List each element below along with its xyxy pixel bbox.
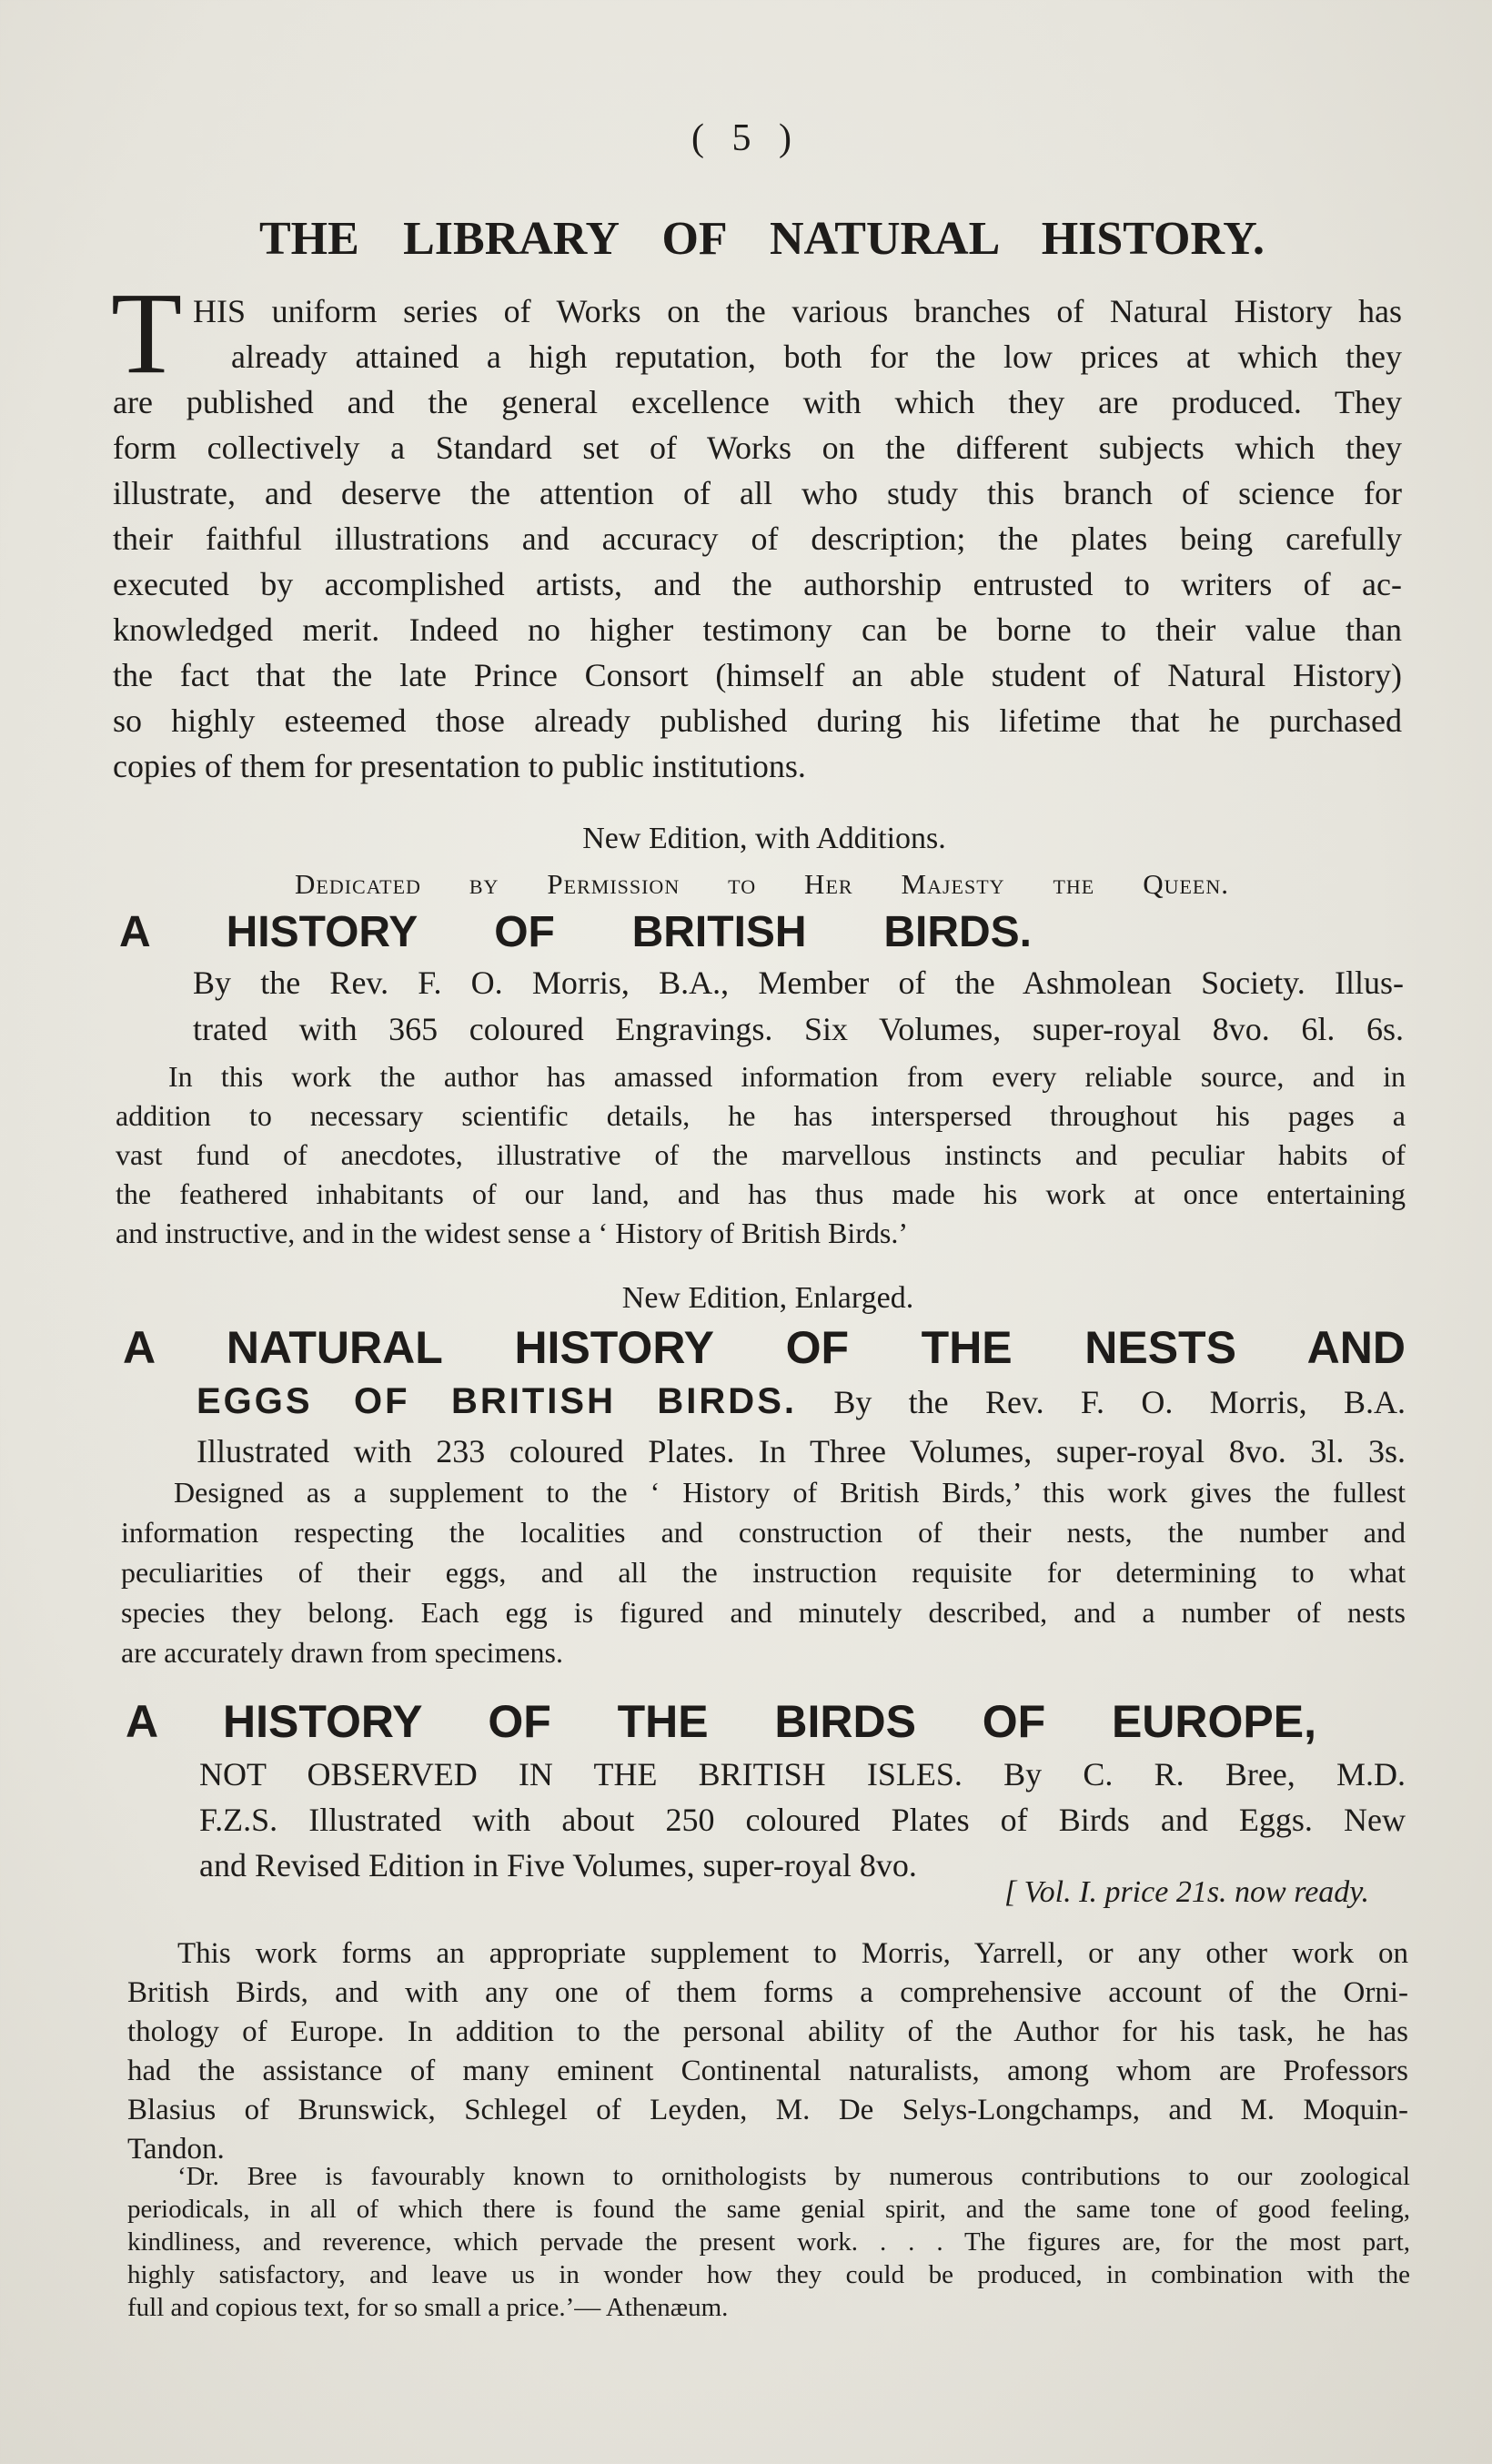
text-line: are published and the general excellence with which they are produced. They: [113, 384, 1402, 420]
byline-nests-eggs: By the Rev. F. O. Morris, B.A.: [833, 1384, 1406, 1420]
text-line: Designed as a supplement to the ‘ History of British Birds,’ this work gives the fullest: [174, 1476, 1406, 1509]
page-title: THE LIBRARY OF NATURAL HISTORY.: [259, 213, 1265, 265]
text-line: addition to necessary scientific details, he has interspersed throughout his pages a: [116, 1099, 1406, 1132]
text-line: thology of Europe. In addition to the personal ability of the Author for his task, he has: [127, 2015, 1408, 2048]
book-heading-birds-europe: A HISTORY OF THE BIRDS OF EUROPE,: [126, 1696, 1316, 1747]
text-line: and Revised Edition in Five Volumes, super-royal 8vo.: [199, 1847, 917, 1883]
book-heading-british-birds: A HISTORY OF BRITISH BIRDS.: [119, 908, 1032, 956]
text-line: the feathered inhabitants of our land, and has thus made his work at once entertaining: [116, 1177, 1406, 1210]
dedication: Dedicated by Permission to Her Majesty the Queen.: [295, 868, 1229, 900]
text-line: Blasius of Brunswick, Schlegel of Leyden, M. De Selys-Longchamps, and M. Moquin-: [127, 2094, 1408, 2126]
text-line: HIS uniform series of Works on the various branches of Natural History has: [193, 293, 1402, 329]
description-nests-eggs: [121, 1472, 1406, 1672]
text-line: NOT OBSERVED IN THE BRITISH ISLES. By C. R. Bree, M.D.: [199, 1756, 1406, 1792]
text-line: copies of them for presentation to public institutions.: [113, 748, 806, 784]
text-line: so highly esteemed those already published during his lifetime that he purchased: [113, 702, 1402, 739]
text-line: By the Rev. F. O. Morris, B.A., Member of the Ashmolean Society. Illus-: [193, 964, 1404, 1001]
text-line: peculiarities of their eggs, and all the instruction requisite for determining to what: [121, 1556, 1406, 1589]
text-line: the fact that the late Prince Consort (himself an able student of Natural History): [113, 657, 1402, 693]
text-line: Tandon.: [127, 2133, 225, 2166]
text-line: This work forms an appropriate supplement to Morris, Yarrell, or any other work on: [177, 1937, 1408, 1970]
text-line: In this work the author has amassed information from every reliable source, and in: [168, 1060, 1406, 1093]
text-line: information respecting the localities and construction of their nests, the number and: [121, 1516, 1406, 1549]
text-line: illustrate, and deserve the attention of all who study this branch of science for: [113, 475, 1402, 511]
text-line: species they belong. Each egg is figured and minutely described, and a number of nests: [121, 1596, 1406, 1629]
text-line: trated with 365 coloured Engravings. Six Volumes, super-royal 8vo. 6l. 6s.: [193, 1011, 1404, 1047]
text-line: knowledged merit. Indeed no higher testimony can be borne to their value than: [113, 611, 1402, 648]
text-line: periodicals, in all of which there is found the same genial spirit, and the same tone of good feeling,: [127, 2195, 1410, 2224]
text-line: are accurately drawn from specimens.: [121, 1636, 563, 1669]
text-line: their faithful illustrations and accuracy of description; the plates being carefully: [113, 520, 1402, 557]
intro-paragraph: [113, 288, 1402, 789]
book-heading-nests-eggs: A NATURAL HISTORY OF THE NESTS AND: [123, 1322, 1406, 1373]
text-line: full and copious text, for so small a price.’— Athenæum.: [127, 2293, 729, 2322]
details-birds-europe: [199, 1752, 1406, 1888]
description-birds-europe: [127, 1934, 1408, 2169]
page-number: ( 5 ): [691, 117, 801, 159]
text-line: British Birds, and with any one of them forms a comprehensive account of the Orni-: [127, 1976, 1408, 2009]
text-line: highly satisfactory, and leave us in wonder how they could be produced, in combination with the: [127, 2260, 1410, 2289]
text-line: had the assistance of many eminent Continental naturalists, among whom are Professors: [127, 2055, 1408, 2087]
description-british-birds: [116, 1057, 1406, 1253]
text-line: vast fund of anecdotes, illustrative of the marvellous instincts and peculiar habits of: [116, 1138, 1406, 1171]
text-line: form collectively a Standard set of Works on the different subjects which they: [113, 429, 1402, 466]
details-nests-eggs: Illustrated with 233 coloured Plates. In Three Volumes, super-royal 8vo. 3l. 3s.: [197, 1433, 1406, 1469]
text-line: ‘Dr. Bree is favourably known to ornithologists by numerous contributions to our zoological: [177, 2162, 1410, 2191]
text-line: executed by accomplished artists, and the authorship entrusted to writers of ac-: [113, 566, 1402, 602]
drop-cap: T: [111, 268, 183, 398]
heading-continuation: EGGS OF BRITISH BIRDS.: [197, 1381, 797, 1421]
text-line: kindliness, and reverence, which pervade the present work. . . . The figures are, for the most part,: [127, 2227, 1410, 2257]
text-line: F.Z.S. Illustrated with about 250 coloured Plates of Birds and Eggs. New: [199, 1802, 1406, 1838]
text-line: already attained a high reputation, both for the low prices at which they: [231, 338, 1402, 375]
heading-continuation-nests-eggs: [197, 1378, 1406, 1425]
edition-note-nests: New Edition, Enlarged.: [621, 1281, 914, 1315]
byline-british-birds: [193, 960, 1404, 1053]
price-note: [ Vol. I. price 21s. now ready.: [1003, 1875, 1369, 1909]
review-quote: [127, 2160, 1410, 2324]
text-line: and instructive, and in the widest sense a ‘ History of British Birds.’: [116, 1217, 908, 1249]
edition-note: New Edition, with Additions.: [582, 822, 946, 855]
